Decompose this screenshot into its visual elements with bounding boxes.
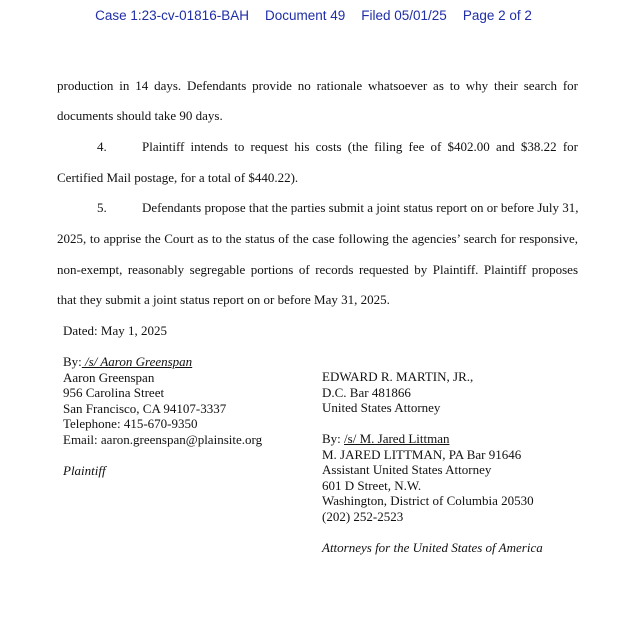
paragraph-4-line-1 [97, 139, 578, 155]
us-attorney-title: United States Attorney [322, 400, 441, 415]
plaintiff-street: 956 Carolina Street [63, 385, 165, 400]
paragraph-4-text: Plaintiff intends to request his costs (the filing fee of $402.00 and $38.22 for [142, 139, 578, 154]
plaintiff-city: San Francisco, CA 94107-3337 [63, 400, 227, 416]
defendant-street: 601 D Street, N.W. [322, 477, 422, 493]
us-attorney-bar: D.C. Bar 481866 [322, 384, 411, 400]
defendant-role: Attorneys for the United States of America [322, 539, 543, 555]
plaintiff-email: Email: aaron.greenspan@plainsite.org [63, 431, 263, 447]
paragraph-4-number: 4. [97, 139, 107, 154]
paragraph-5-text: Defendants propose that the parties submit a joint status report on or before July 31, [142, 200, 579, 215]
defendant-phone: (202) 252-2523 [322, 508, 404, 524]
defendant-signature: /s/ M. Jared Littman [344, 431, 450, 446]
case-number: Case 1:23-cv-01816-BAH [95, 8, 249, 23]
paragraph-5-number: 5. [97, 200, 107, 215]
paragraph-5-line-4: that they submit a joint status report on or before May 31, 2025. [57, 292, 390, 307]
paragraph-4-line-2: Certified Mail postage, for a total of $440.22). [57, 170, 299, 185]
paragraph-5-line-2: 2025, to apprise the Court as to the status of the case following the agencies’ search for responsive, [57, 231, 578, 246]
plaintiff-signature-line [63, 354, 262, 370]
plaintiff-name: Aaron Greenspan [63, 369, 155, 385]
by-label: By: [63, 354, 82, 369]
plaintiff-signature-block [63, 354, 262, 478]
dated-line: Dated: May 1, 2025 [63, 323, 167, 338]
filed-date: Filed 05/01/25 [361, 8, 447, 23]
plaintiff-signature: /s/ Aaron Greenspan [81, 354, 193, 369]
defendant-signature-line [322, 431, 543, 447]
by-label: By: [322, 431, 345, 446]
paragraph-5-line-3: non-exempt, reasonably segregable portions of records requested by Plaintiff. Plaintiff proposes [57, 262, 578, 277]
us-attorney-name: EDWARD R. MARTIN, JR., [322, 369, 474, 384]
plaintiff-role: Plaintiff [63, 462, 106, 478]
page-indicator: Page 2 of 2 [462, 8, 532, 23]
defendant-city: Washington, District of Columbia 20530 [322, 493, 534, 508]
case-header [0, 8, 627, 23]
plaintiff-telephone: Telephone: 415-670-9350 [63, 416, 198, 431]
body-line-1: production in 14 days. Defendants provide no rationale whatsoever as to why their search for [57, 78, 578, 93]
defendant-signature-block [322, 369, 543, 555]
aus-attorney-name: M. JARED LITTMAN, PA Bar 91646 [322, 446, 522, 462]
document-number: Document 49 [264, 8, 346, 23]
aus-attorney-title: Assistant United States Attorney [322, 462, 492, 477]
paragraph-5-line-1 [97, 200, 578, 216]
body-line-2: documents should take 90 days. [57, 108, 223, 123]
